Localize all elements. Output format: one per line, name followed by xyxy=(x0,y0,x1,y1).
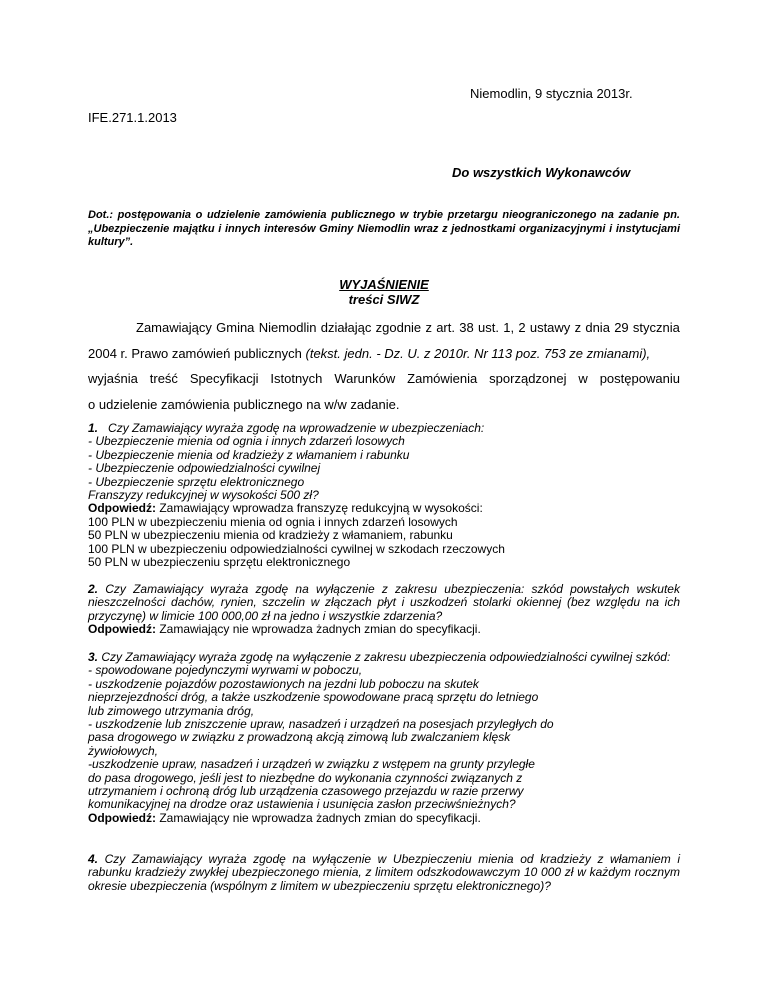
intro-word: 29 xyxy=(614,320,629,335)
intro-word: Niemodlin xyxy=(258,320,317,335)
intro-word: dnia xyxy=(585,320,610,335)
intro-word: Istotnych xyxy=(270,371,323,386)
intro-word: Specyfikacji xyxy=(189,371,259,386)
intro-word: w xyxy=(578,371,588,386)
intro-word: 1, xyxy=(503,320,515,335)
question-line: - spowodowane pojedynczymi wyrwami w poboczu, xyxy=(88,663,363,678)
intro-word: treść xyxy=(149,371,178,386)
intro-word: art. xyxy=(436,320,455,335)
answer-line: 100 PLN w ubezpieczeniu mienia od ognia i innych zdarzeń losowych xyxy=(88,514,458,529)
answer-text: Zamawiający nie wprowadza żadnych zmian do specyfikacji. xyxy=(156,622,481,637)
reference-number: IFE.271.1.2013 xyxy=(88,110,177,125)
question-text: Czy Zamawiający wyraża zgodę na wyłączenie w Ubezpieczeniu mienia od kradzieży z włamaniem i rabunku kradzieży zwykłej ubezpieczonego mienia, z limitem odszkodowawczym 10 000 zł w każdym rocznym okresie ubezpieczenia (wspólnym z limitem w ubezpieczeniu sprzętu elektronicznego)? xyxy=(88,852,680,893)
question-line: -uszkodzenie upraw, nasadzeń i urządzeń w związku z wstępem na grunty przyległe xyxy=(88,757,535,772)
question-text: Czy Zamawiający wyraża zgodę na wyłączenie z zakresu ubezpieczenia odpowiedzialności cywilnej szkód: xyxy=(101,650,671,664)
intro-word: zgodnie xyxy=(375,320,422,335)
question-line: Czy Zamawiający wyraża zgodę na wprowadzenie w ubezpieczeniach: xyxy=(108,421,485,435)
question-1 xyxy=(88,422,680,569)
answer-text: Zamawiający wprowadza franszyzę redukcyjną w wysokości: xyxy=(156,501,483,516)
question-2 xyxy=(88,583,680,637)
intro-word: Zamawiający xyxy=(136,320,212,335)
intro-line-2-citation: (tekst. jedn. - Dz. U. z 2010r. Nr 113 poz. 753 ze zmianami), xyxy=(305,345,651,361)
answer-line: 50 PLN w ubezpieczeniu sprzętu elektronicznego xyxy=(88,555,351,570)
subject-line: Dot.: postępowania o udzielenie zamówienia publicznego w trybie przetargu nieograniczonego na zadanie pn. „Ubezpieczenie majątku i innych interesów Gminy Niemodlin wraz z jednostkami organizacyjnymi i instytucjami kultury”. xyxy=(88,209,680,248)
question-4 xyxy=(88,853,680,893)
answer-line: 100 PLN w ubezpieczeniu odpowiedzialności cywilnej w szkodach rzeczowych xyxy=(88,541,505,556)
question-line: komunikacyjnej na drodze oraz ustawienia i usunięcia zasłon przeciwśnieżnych? xyxy=(88,797,516,812)
question-number: 3. xyxy=(88,650,99,664)
document-subtitle: treści SIWZ xyxy=(348,292,420,307)
intro-word: Gmina xyxy=(216,320,255,335)
document-title: WYJAŚNIENIE xyxy=(339,277,429,292)
intro-word: stycznia xyxy=(632,320,680,335)
question-number: 1. xyxy=(88,421,99,435)
intro-word: postępowaniu xyxy=(599,371,680,386)
intro-word: z xyxy=(574,320,582,335)
intro-word: ust. xyxy=(478,320,499,335)
intro-line-2 xyxy=(88,341,680,367)
intro-word: 2 xyxy=(518,320,526,335)
letter-date: Niemodlin, 9 stycznia 2013r. xyxy=(470,86,633,101)
question-line: - Ubezpieczenie sprzętu elektronicznego xyxy=(88,474,305,489)
question-line: Franszyzy redukcyjnej w wysokości 500 zł? xyxy=(88,488,319,503)
intro-word: sporządzonej xyxy=(489,371,567,386)
question-line: - uszkodzenie pojazdów pozostawionych na jezdni lub poboczu na skutek xyxy=(88,676,479,691)
intro-word: wyjaśnia xyxy=(88,371,138,386)
addressee: Do wszystkich Wykonawców xyxy=(452,165,631,180)
question-text: Czy Zamawiający wyraża zgodę na wyłączenie z zakresu ubezpieczenia: szkód powstałych wskutek nieszczelności dachów, rynien, szczelin w złączach płyt i uszkodzeń stolarki okiennej (bez względu na ich przyczynę) w limicie 100 000,00 zł na jedno i wszystkie zdarzenia? xyxy=(88,582,680,623)
intro-word: działając xyxy=(320,320,372,335)
question-line: lub zimowego utrzymania dróg, xyxy=(88,703,255,718)
intro-word: ustawy xyxy=(529,320,571,335)
question-line: nieprzejezdności dróg, a także uszkodzenie spowodowane pracą sprzętu do letniego xyxy=(88,690,539,705)
question-line: - Ubezpieczenie mienia od ognia i innych zdarzeń losowych xyxy=(88,434,405,449)
question-line: - Ubezpieczenie odpowiedzialności cywilnej xyxy=(88,461,321,476)
intro-line-4: o udzielenie zamówienia publicznego na w/w zadanie. xyxy=(88,396,400,412)
intro-line-3 xyxy=(88,366,680,392)
intro-word: Zamówienia xyxy=(407,371,478,386)
answer-label: Odpowiedź: xyxy=(88,501,156,516)
question-line: żywiołowych, xyxy=(88,743,159,758)
question-line: do pasa drogowego, jeśli jest to niezbędne do wykonania czynności związanych z xyxy=(88,770,523,785)
intro-word: Warunków xyxy=(334,371,396,386)
answer-label: Odpowiedź: xyxy=(88,622,156,637)
answer-label: Odpowiedź: xyxy=(88,810,156,825)
intro-paragraph xyxy=(88,315,680,417)
intro-word: z xyxy=(425,320,432,335)
intro-line-2-text: 2004 r. Prawo zamówień publicznych xyxy=(88,345,306,361)
question-line: utrzymaniem i ochroną dróg lub urządzenia czasowego przejazdu w razie przerwy xyxy=(88,784,524,799)
intro-word: 38 xyxy=(459,320,474,335)
question-3 xyxy=(88,651,680,825)
question-line: - uszkodzenie lub zniszczenie upraw, nasadzeń i urządzeń na posesjach przyległych do xyxy=(88,717,554,732)
answer-text: Zamawiający nie wprowadza żadnych zmian do specyfikacji. xyxy=(156,810,481,825)
answer-line: 50 PLN w ubezpieczeniu mienia od kradzieży z włamaniem, rabunku xyxy=(88,528,453,543)
question-line: pasa drogowego w związku z prowadzoną akcją zimową lub zwalczaniem klęsk xyxy=(88,730,511,745)
question-number: 2. xyxy=(88,582,99,596)
question-number: 4. xyxy=(88,852,99,866)
intro-line-1 xyxy=(88,315,680,341)
question-line: - Ubezpieczenie mienia od kradzieży z włamaniem i rabunku xyxy=(88,447,410,462)
